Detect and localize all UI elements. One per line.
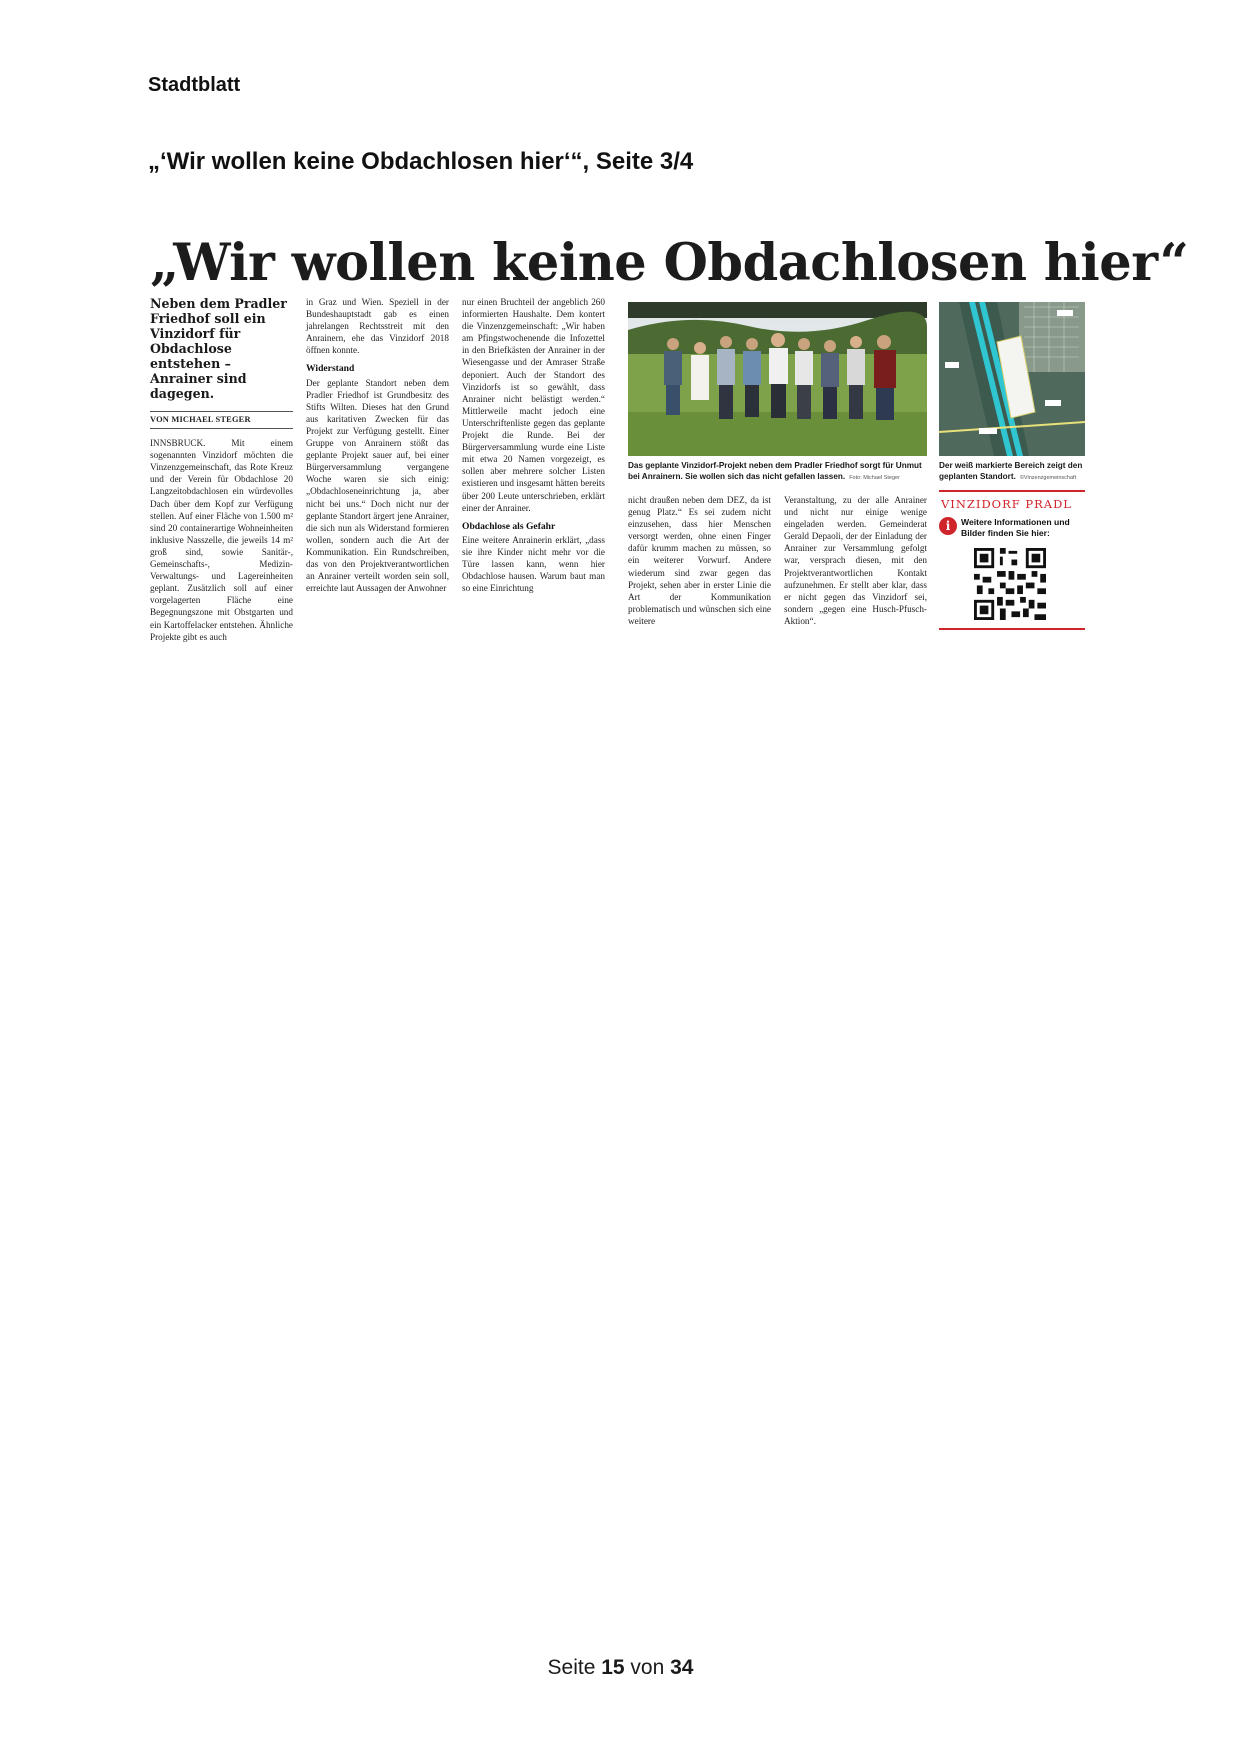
column-5-text: Veranstaltung, zu der alle Anrainer und nicht nur einige wenige eingeladen werden. Gemeinderat Gerald Depaoli, der der Einladung der Anrainer zur Versammlung gefolgt war, versprach diesen, mit den Projektverantwortlichen Kontakt aufzunehmen. Er stellt aber klar, dass er nicht gegen das Vinzidorf sei, sondern „gegen eine Husch-Pfusch-Aktion“. [784, 495, 927, 626]
column-3-text-a: nur einen Bruchteil der angeblich 260 informierten Haushalte. Dem kontert die Vinzenzgemeinschaft: „Wir haben am Pfingstwochenende die Infozettel in den Briefkästen der Anrainer in der Wiesengasse und der Amraser Straße deponiert. Auch der Standort des Vinzidorfs ist so gewählt, dass Anrainer nicht belästigt werden.“ Mittlerweile macht jedoch eine Unterschriftenliste gegen das geplante Projekt die Runde. Bei der Bürgerversammlung wurde eine Liste mit etwa 20 Namen vorgezeigt, es sollen aber mehrere solcher Listen existieren und insgesamt hätten bereits über 200 Leute unterschrieben, erklärt einer der Anrainer. [462, 297, 605, 513]
photo-credit: Foto: Michael Steger [849, 475, 900, 481]
article-column-4 [628, 494, 771, 627]
group-photo [628, 302, 927, 456]
site-map-illustration [939, 302, 1085, 456]
site-map-image [939, 302, 1085, 456]
info-box-text: Weitere Informationen und Bilder finden Sie hier: [961, 517, 1070, 538]
map-caption [939, 460, 1085, 484]
info-box-title: VINZIDORF PRADL [941, 497, 1072, 511]
info-box [939, 490, 1085, 630]
column-4-text: nicht draußen neben dem DEZ, da ist genug Platz.“ Es sei zudem nicht einzusehen, dass hier Menschen versorgt werden, ohne einen Finger dafür krumm machen zu müssen, so ein weiterer Vorwurf. Andere wiederum sind zwar gegen das Projekt, sehen aber in erster Linie die Art der Kommunikation problematisch und wünschen sich eine weitere [628, 495, 771, 626]
qr-code[interactable] [974, 548, 1046, 620]
subheading-widerstand: Widerstand [306, 363, 355, 375]
photo-caption [628, 460, 927, 484]
info-box-row [939, 517, 1085, 539]
article-column-1 [150, 296, 293, 643]
current-page-number: 15 [601, 1656, 625, 1679]
footer-middle: von [624, 1656, 671, 1679]
article-column-3 [462, 296, 605, 594]
photo-caption-text: Das geplante Vinzidorf-Projekt neben dem Pradler Friedhof sorgt für Unmut bei Anrainern. Sie wollen sich das nicht gefallen lassen. [628, 461, 922, 481]
group-photo-illustration [628, 302, 927, 456]
article-reference: „‘Wir wollen keine Obdachlosen hier‘“, Seite 3/4 [148, 148, 694, 175]
article-column-2 [306, 296, 449, 594]
column-2-text-b: Der geplante Standort neben dem Pradler Friedhof ist Grundbesitz des Stifts Wilten. Dieses hat den Grund aus karitativen Zwecken für das Projekt zur Verfügung gestellt. Einer Gruppe von Anrainern stößt das geplante Projekt sauer auf, bei einer Bürgerversammlung vergangene Woche waren sie sich einig: „Obdachloseneinrichtung ja, aber nicht bei uns.“ Doch nicht nur der geplante Standort ärgert jene Anrainer, die sich nun als Widerstand formieren wollen, sondern auch die Art der Kommunikation. Ein Rundschreiben, das von den Projektverantwortlichen an Anrainer verteilt worden sein soll, erreichte laut Aussagen der Anwohner [306, 377, 449, 594]
publication-name: Stadtblatt [148, 74, 241, 96]
info-icon: i [939, 517, 957, 535]
newspaper-clipping [150, 232, 1189, 642]
column-2-text-a: in Graz und Wien. Speziell in der Bundeshauptstadt gab es einen jahrelangen Rechtsstreit mit den Anrainern, ehe das Vinzidorf 2018 öffnen konnte. [306, 297, 449, 356]
subheading-obdachlose: Obdachlose als Gefahr [462, 520, 556, 532]
page-footer [0, 1656, 1241, 1680]
footer-prefix: Seite [547, 1656, 602, 1679]
map-credit: ©Vinzenzgemeinschaft [1019, 475, 1077, 481]
article-headline: „Wir wollen keine Obdachlosen hier“ [150, 233, 1189, 293]
article-byline: VON MICHAEL STEGER [150, 411, 293, 429]
article-teaser: Neben dem Pradler Friedhof soll ein Vinzidorf für Obdachlose entstehen – Anrainer sind dagegen. [150, 296, 287, 401]
map-caption-text: Der weiß markierte Bereich zeigt den geplanten Standort. [939, 461, 1083, 481]
total-pages: 34 [670, 1656, 694, 1679]
column-3-text-b: Eine weitere Anrainerin erklärt, „dass sie ihre Kinder nicht mehr vor die Türe lassen kann, wenn hier Obdachlose hausen. Warum baut man so eine Einrichtung [462, 534, 605, 594]
column-1-text: INNSBRUCK. Mit einem sogenannten Vinzidorf möchten die Vinzenzgemeinschaft, das Rote Kreuz und der Verein für Obdachlose 20 Langzeitobdachlosen ein würdevolles Dach über dem Kopf zur Verfügung stellen. Auf einer Fläche von 1.500 m² sind 20 containerartige Wohneinheiten inklusive Nasszelle, die jeweils 14 m² groß sind, sowie Sanitär-, Gemeinschafts-, Medizin- Verwaltungs- und Lagereinheiten geplant. Zusätzlich soll auf einer vorgelagerten Fläche eine Begegnungszone mit Obstgarten und ein Kartoffelacker entstehen. Ähnliche Projekte gibt es auch [150, 438, 293, 642]
article-column-5 [784, 494, 927, 627]
